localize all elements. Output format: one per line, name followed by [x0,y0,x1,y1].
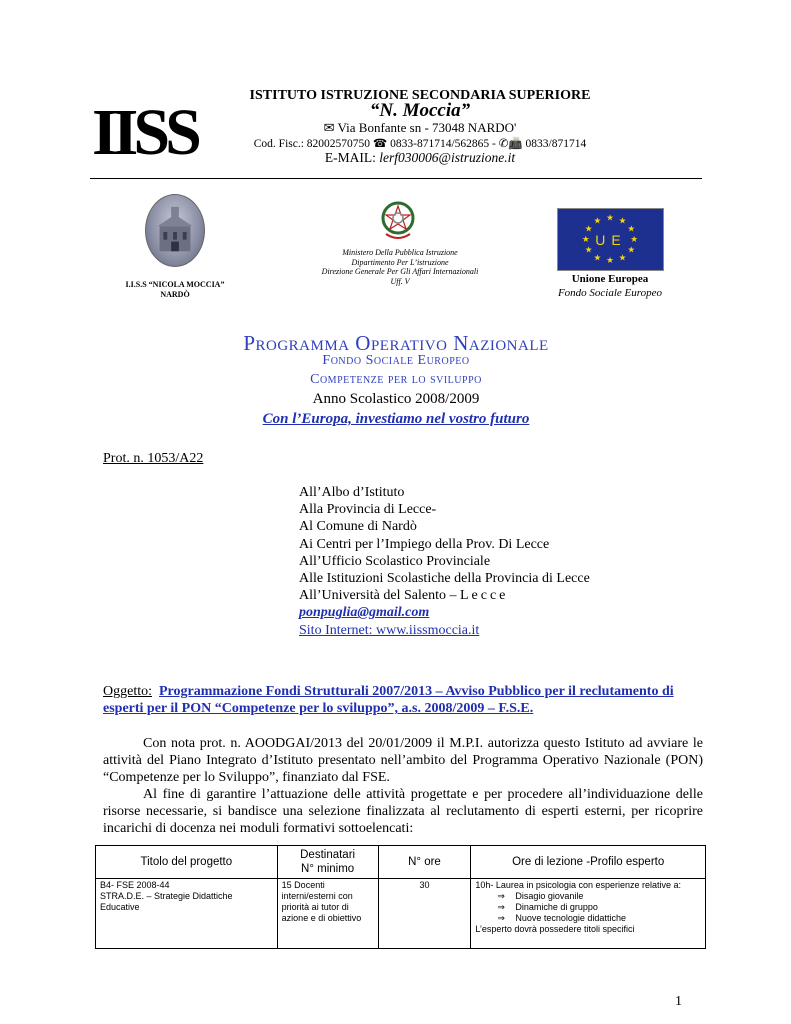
eu-title: Unione Europea [571,273,649,285]
svg-text:★: ★ [627,224,636,235]
list-item-text: Nuove tecnologie didattiche [515,913,626,923]
pon-title: Programma Operativo Nazionale [243,331,549,355]
svg-text:★: ★ [606,213,614,224]
svg-text:★: ★ [584,224,593,235]
cell-ore: 30 [378,879,471,949]
svg-text:★: ★ [581,234,590,245]
list-item [475,891,701,902]
eu-subtitle: Fondo Sociale Europeo [557,287,663,299]
arrow-icon: ⇒ [497,913,505,923]
recipient-line: Alle Istituzioni Scolastiche della Provincia di Lecce [299,571,590,587]
fiscal-code: Cod. Fisc.: 82002570750 ☎ 0833-871714/562865 - ✆📠 0833/871714 [253,138,587,150]
header-destinatari-line2: N° minimo [301,863,355,875]
ministero-block [300,248,500,286]
subject-text: Programmazione Fondi Strutturali 2007/2013 – Avviso Pubblico per il reclutamento di esperti per il PON “Competenze per lo sviluppo”, a.s. 2008/2009 – F.S.E. [103,684,674,716]
header-destinatari [277,846,378,879]
website-link[interactable]: Sito Internet: www.iissmoccia.it [299,622,480,638]
eu-flag-label: UE [595,232,627,248]
profilo-intro: 10h- Laurea in psicologia con esperienze relative a: [475,880,682,890]
titolo-name: STRA.D.E. – Strategie Didattiche Educative [100,891,233,912]
recipient-line: Al Comune di Nardò [299,519,417,535]
recipient-line: All’Ufficio Scolastico Provinciale [299,553,491,569]
subject-label: Oggetto: [103,684,152,699]
universita-city: Lecce [459,588,509,604]
school-caption [100,280,250,300]
fse-title: Fondo Sociale Europeo [322,353,470,368]
contact-email-link[interactable]: ponpuglia@gmail.com [299,605,430,621]
ministero-line: Ministero Della Pubblica Istruzione [342,248,458,257]
iiss-logo: IISS [92,96,197,169]
svg-text:★: ★ [627,245,636,256]
profilo-note: L’esperto dovrà possedere titoli specifici [475,924,635,934]
universita-text: All’Università del Salento – [299,588,460,604]
italian-emblem-icon [380,198,416,242]
arrow-icon: ⇒ [497,891,505,901]
cell-profilo [471,879,706,949]
school-caption-line1: I.I.S.S “NICOLA MOCCIA” [125,280,225,289]
recipient-line: All’Albo d’Istituto [299,485,405,500]
svg-text:★: ★ [593,253,602,264]
recipient-line: Alla Provincia di Lecce- [299,502,437,518]
institute-name: ISTITUTO ISTRUZIONE SECONDARIA SUPERIORE [249,88,591,103]
email-line [215,150,625,166]
school-caption-line2: NARDÒ [160,290,190,299]
recipient-line [299,587,590,604]
email-label: E-MAIL: [324,150,376,165]
school-year: Anno Scolastico 2008/2009 [312,391,480,407]
ministero-line: Direzione Generale Per Gli Affari Internazionali [321,267,479,276]
table-row [96,879,706,949]
protocol-number: Prot. n. 1053/A22 [103,451,204,466]
paragraph-2-text: Al fine di garantire l’attuazione delle attività progettate e per procedere all’individuazione delle risorse necessarie, si bandisce una selezione finalizzata al reclutamento di esperti esterni, per ricoprire incarichi di docenza nei moduli formativi sottoelencati: [103,787,703,836]
projects-table [95,845,706,949]
header-titolo: Titolo del progetto [96,846,278,879]
svg-text:★: ★ [630,234,639,245]
school-name: “N. Moccia” [369,100,471,121]
header-divider [90,178,702,179]
ministero-line: Uff. V [390,276,410,286]
svg-text:★: ★ [606,256,614,267]
svg-text:★: ★ [593,216,602,227]
recipient-line: Ai Centri per l’Impiego della Prov. Di Lecce [299,536,550,552]
paragraph-1-text: Con nota prot. n. AOODGAI/2013 del 20/01/2009 il M.P.I. autorizza questo Istituto ad avviare le attività del Piano Integrato d’Istituto presentato nell’ambito del Programma Operativo Nazionale (PON) “Competenze per lo Sviluppo”, finanziato dal FSE. [103,736,703,785]
page-number: 1 [675,994,682,1009]
header-destinatari-line1: Destinatari [300,849,356,861]
address [215,120,625,136]
cell-titolo [96,879,278,949]
list-item-text: Disagio giovanile [515,891,584,901]
svg-text:★: ★ [584,245,593,256]
header-profilo: Ore di lezione -Profilo esperto [471,846,706,879]
list-item [475,913,701,924]
paragraph-1 [103,735,703,786]
envelope-icon: ✉ [323,120,335,135]
titolo-code: B4- FSE 2008-44 [100,880,170,890]
paragraph-2 [103,786,703,837]
table-header-row [96,846,706,879]
ministero-line: Dipartimento Per L’istruzione [351,257,449,267]
list-item-text: Dinamiche di gruppo [515,902,598,912]
header-ore: N° ore [378,846,471,879]
competenze-title: Competenze per lo sviluppo [310,372,482,387]
arrow-icon: ⇒ [497,902,505,912]
address-text: Via Bonfante sn - 73048 NARDO' [337,120,517,135]
school-building-image [145,194,205,267]
motto: Con l’Europa, investiamo nel vostro futuro [262,411,530,427]
recipients-list [299,484,590,639]
subject-block [103,683,703,717]
list-item [475,902,701,913]
svg-text:★: ★ [618,216,627,227]
svg-text:★: ★ [618,253,627,264]
cell-destinatari: 15 Docenti interni/esterni con priorità ai tutor di azione e di obiettivo [277,879,378,949]
email-address[interactable]: lerf030006@istruzione.it [379,150,516,165]
